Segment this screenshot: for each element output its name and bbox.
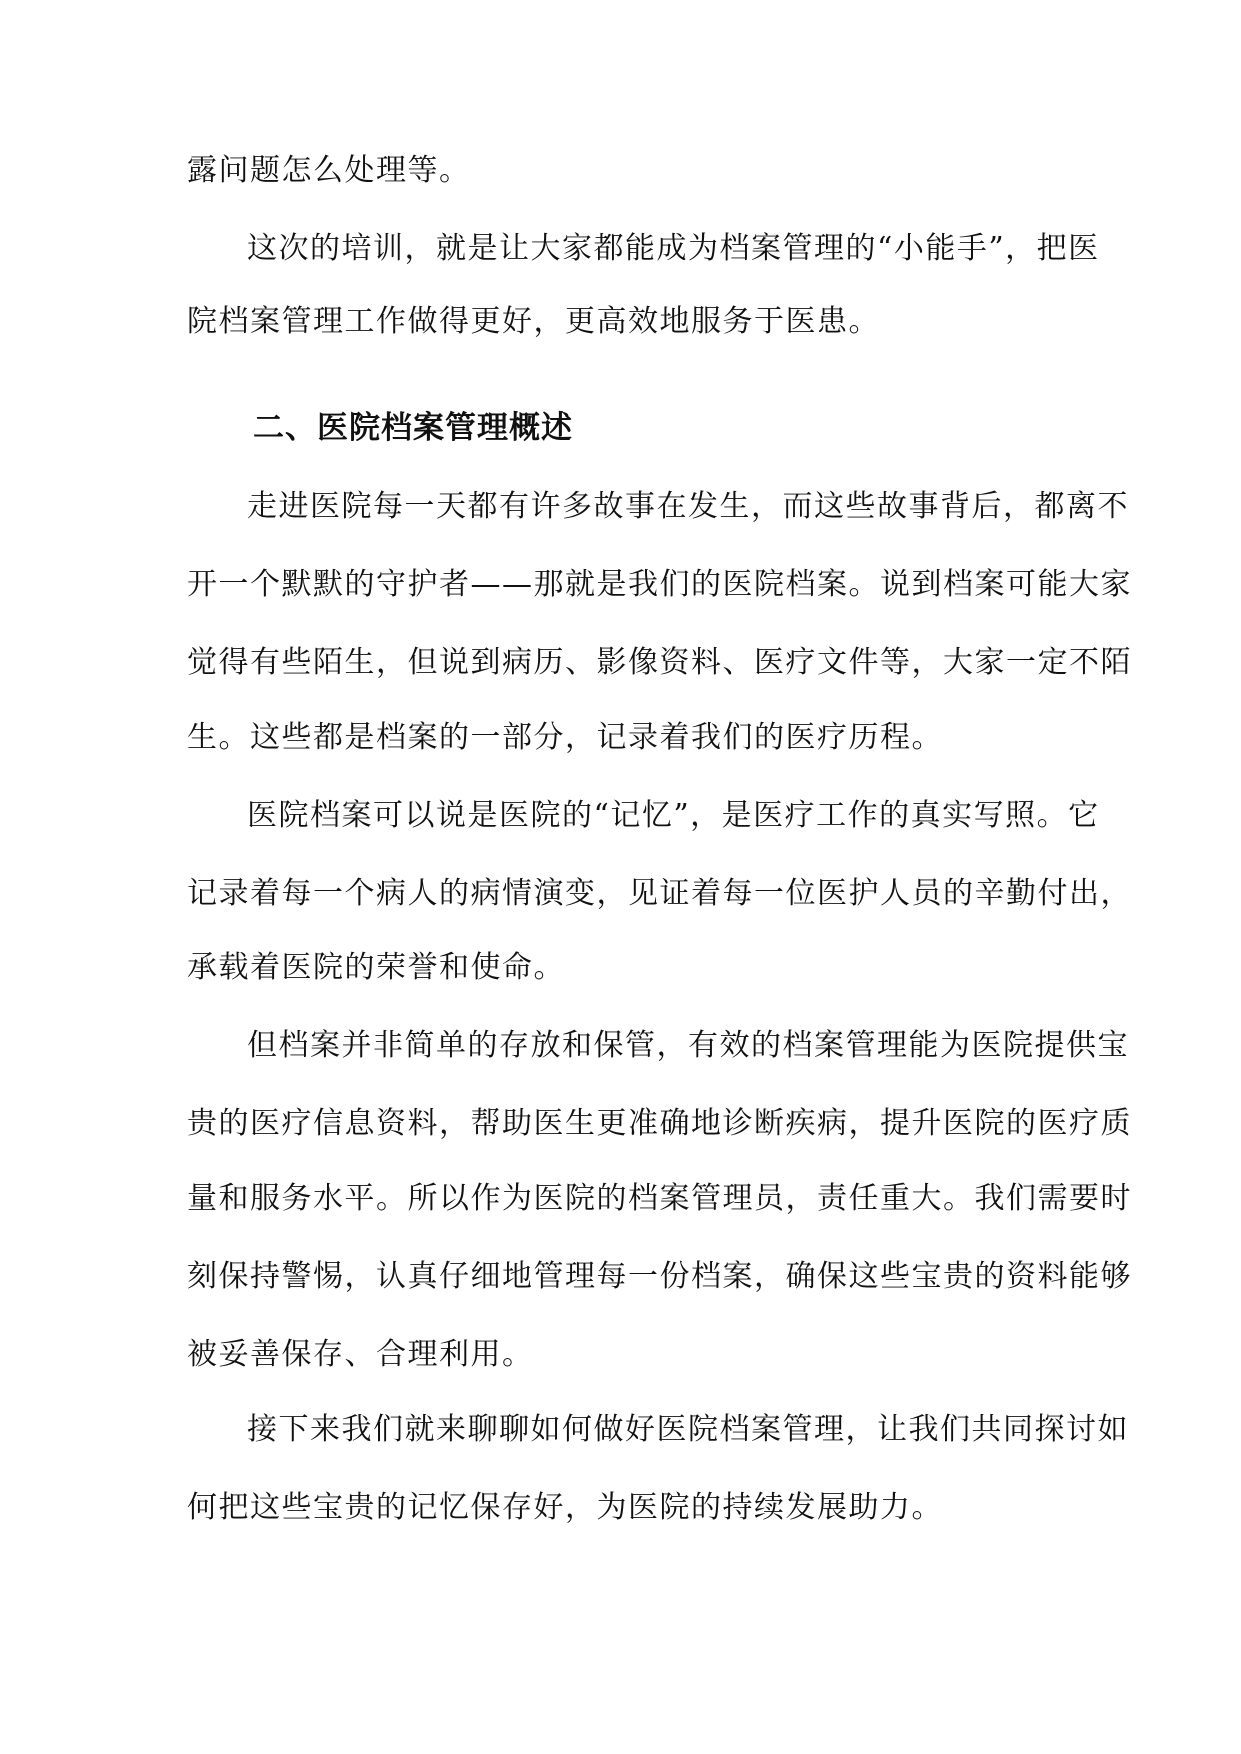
paragraph-2-line: 记录着每一个病人的病情演变，见证着每一位医护人员的辛勤付出， bbox=[187, 876, 1132, 911]
paragraph-1-line: 生。这些都是档案的一部分，记录着我们的医疗历程。 bbox=[187, 720, 943, 755]
paragraph-4-line: 接下来我们就来聊聊如何做好医院档案管理，让我们共同探讨如 bbox=[247, 1412, 1129, 1447]
paragraph-4-line: 何把这些宝贵的记忆保存好，为医院的持续发展助力。 bbox=[187, 1490, 943, 1525]
paragraph-1-line: 走进医院每一天都有许多故事在发生，而这些故事背后，都离不 bbox=[247, 489, 1129, 524]
intro-paragraph-line: 这次的培训，就是让大家都能成为档案管理的“小能手”，把医 bbox=[247, 231, 1100, 266]
paragraph-3-line: 量和服务水平。所以作为医院的档案管理员，责任重大。我们需要时 bbox=[187, 1181, 1132, 1216]
paragraph-2-line: 承载着医院的荣誉和使命。 bbox=[187, 950, 565, 985]
paragraph-3-line: 刻保持警惕，认真仔细地管理每一份档案，确保这些宝贵的资料能够 bbox=[187, 1259, 1132, 1294]
paragraph-2-line: 医院档案可以说是医院的“记忆”，是医疗工作的真实写照。它 bbox=[247, 798, 1100, 833]
paragraph-3-line: 贵的医疗信息资料，帮助医生更准确地诊断疾病，提升医院的医疗质 bbox=[187, 1106, 1132, 1141]
section-heading: 二、医院档案管理概述 bbox=[253, 410, 573, 446]
paragraph-1-line: 开一个默默的守护者——那就是我们的医院档案。说到档案可能大家 bbox=[187, 567, 1132, 602]
paragraph-continuation-line: 露问题怎么处理等。 bbox=[187, 153, 471, 188]
intro-paragraph-line: 院档案管理工作做得更好，更高效地服务于医患。 bbox=[187, 304, 880, 339]
paragraph-3-line: 但档案并非简单的存放和保管，有效的档案管理能为医院提供宝 bbox=[247, 1028, 1129, 1063]
paragraph-3-line: 被妥善保存、合理利用。 bbox=[187, 1337, 534, 1372]
paragraph-1-line: 觉得有些陌生，但说到病历、影像资料、医疗文件等，大家一定不陌 bbox=[187, 645, 1132, 680]
